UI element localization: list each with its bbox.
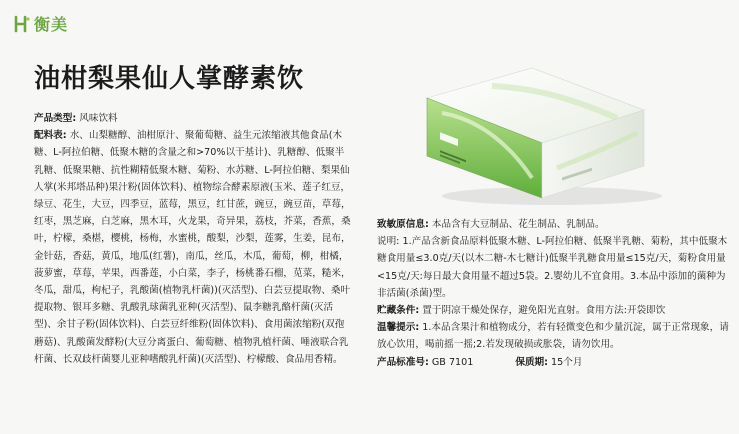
storage-value: 置于阴凉干燥处保存，避免阳光直射。食用方法:开袋即饮 [422,305,666,317]
storage-label: 贮藏条件: [377,305,420,317]
shelf-life-item [515,354,582,371]
shelf-life-label: 保质期: [515,356,548,368]
standard-label: 产品标准号: [377,356,429,368]
allergen-value: 本品含有大豆制品、花生制品、乳制品。 [431,219,605,230]
shelf-life-value: 15个月 [551,356,583,368]
product-type-value: 风味饮料 [79,113,118,124]
standard-value: GB 7101 [431,356,474,368]
storage-row [377,302,729,319]
standard-item [377,354,473,371]
ingredients-label: 配料表: [34,130,67,142]
notes-label: 说明: [377,236,400,248]
ingredients-row [34,127,352,368]
brand-logo [14,12,68,35]
product-type-label: 产品类型: [34,113,77,124]
product-type-row [34,110,352,127]
ingredients-value: 水、山梨糖醇、油柑原汁、聚葡萄糖、益生元浓缩液其他食品(木糖、L-阿拉伯糖、低聚木糖的含量之和>70%以干基计)、乳糖醇、低聚半乳糖、低聚果糖、抗性糊精低聚木糖、菊粉、水苏糖、L-阿拉伯糖、梨果仙人掌(米邦塔品种)果汁粉(固体饮料)、植物综合酵素原液(玉米、莲子红豆，绿豆、花生，大豆，四季豆，蓝莓，黑豆，红甘蔗，豌豆，豌豆苗，草莓，红枣，黑芝麻，白芝麻，黑木耳，火龙果，奇异果，荔枝，芥菜，香蕉，桑叶，柠檬，桑椹，樱桃，杨梅，水蜜桃，酸梨，沙梨，莲雾，生姜，昆布，金针菇，香菇，黄瓜，地瓜(红薯)，南瓜，丝瓜，木瓜，葡萄，柳，柑橘，菠萝蜜，草莓，苹果，西番莲，小白菜，李子，杨桃番石榴，苋菜，糙米，冬瓜，甜瓜，枸杞子，乳酸菌(植物乳杆菌))(灭活型)、白芸豆提取物、桑叶提取物、银耳多糖、乳酸乳球菌乳亚种(灭活型)、鼠李糖乳酪杆菌(灭活型)、余甘子粉(固体饮料)、白芸豆纤维粉(固体饮料)、食用菌浓缩粉(双孢蘑菇)、乳酸菌发酵粉(大豆分离蛋白、葡萄糖、植物乳植杆菌、唾液联合乳杆菌、长双歧杆菌婴儿亚种嗜酸乳杆菌)(灭活型)、柠檬酸、食品用香精。 [34,130,351,365]
product-package-image [382,58,672,208]
tips-row [377,319,729,353]
tips-label: 温馨提示: [377,322,420,334]
allergen-row [377,216,729,233]
brand-mark-icon [14,15,30,33]
product-info-left [34,110,352,368]
brand-name: 衡美 [34,15,69,34]
allergen-label: 致敏原信息: [377,219,429,230]
product-info-right [377,216,729,371]
meta-row [377,354,729,371]
notes-row [377,233,729,302]
page-title: 油柑梨果仙人掌酵素饮 [34,64,305,94]
notes-value: 1.产品含新食品原料低聚木糖、L-阿拉伯糖、低聚半乳糖、菊粉，其中低聚木糖食用量≤3.0克/天(以木二糖-木七糖计)低聚半乳糖食用量≤15克/天，菊粉食用量<15克/天:每日最大食用量不超过5袋。2.婴幼儿不宜食用。3.本品中添加的菌种为非活菌(杀菌)型。 [377,236,728,299]
tips-value: 1.本品含果汁和植物成分，若有轻微变色和少量沉淀，属于正常现象，请放心饮用，喝前摇一摇;2.若发现破损或胀袋，请勿饮用。 [377,322,729,351]
